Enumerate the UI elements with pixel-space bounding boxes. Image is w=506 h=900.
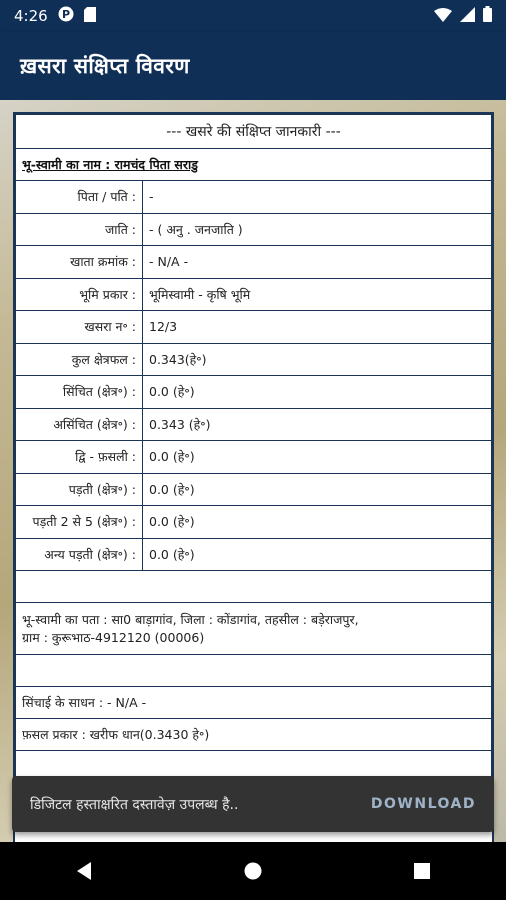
download-button[interactable]: DOWNLOAD [370, 796, 476, 812]
table-row [16, 343, 492, 376]
battery-icon [483, 6, 492, 26]
spacer-row [16, 571, 492, 603]
status-bar [0, 0, 506, 32]
row-value: भूमिस्वामी - कृषि भूमि [143, 278, 492, 311]
table-row [16, 473, 492, 506]
table-row [16, 441, 492, 474]
table-row [16, 506, 492, 539]
row-value: 0.343(हे॰) [143, 343, 492, 376]
row-label: कुल क्षेत्रफल : [16, 343, 143, 376]
row-label: सिंचित (क्षेत्र॰) : [16, 376, 143, 409]
crop-type: फ़सल प्रकार : खरीफ धान(0.3430 हे॰) [16, 719, 492, 751]
empty-cell [16, 655, 492, 687]
row-value: 0.0 (हे॰) [143, 506, 492, 539]
table-row [16, 213, 492, 246]
app-title: ख़सरा संक्षिप्त विवरण [20, 54, 190, 78]
row-label: अन्य पड़ती (क्षेत्र॰) : [16, 538, 143, 571]
row-value: 0.0 (हे॰) [143, 441, 492, 474]
status-time: 4:26 [14, 7, 48, 25]
card-header: --- खसरे की संक्षिप्त जानकारी --- [16, 115, 492, 149]
signal-icon [460, 7, 475, 26]
snackbar [12, 776, 494, 832]
svg-text:P: P [61, 8, 70, 21]
row-value: 0.0 (हे॰) [143, 473, 492, 506]
status-right [434, 6, 492, 26]
table-row [16, 538, 492, 571]
details-table [15, 114, 492, 783]
table-row [16, 278, 492, 311]
back-icon [75, 861, 93, 881]
sd-card-icon [84, 7, 96, 26]
content-area[interactable] [0, 100, 506, 842]
navigation-bar [0, 842, 506, 900]
row-label: खाता क्रमांक : [16, 246, 143, 279]
address-line: ग्राम : कुरूभाठ-4912120 (00006) [22, 629, 205, 645]
crop-row [16, 719, 492, 751]
table-row [16, 376, 492, 409]
row-label: द्वि - फ़सली : [16, 441, 143, 474]
wifi-icon [434, 7, 452, 26]
recents-icon [413, 862, 431, 880]
home-icon [243, 861, 263, 881]
row-value: - ( अनु . जनजाति ) [143, 213, 492, 246]
owner-name: भू-स्वामी का नाम : रामचंद पिता सराडु [16, 149, 492, 181]
row-label: भूमि प्रकार : [16, 278, 143, 311]
home-button[interactable] [233, 851, 273, 891]
table-row [16, 246, 492, 279]
owner-address [16, 603, 492, 655]
recents-button[interactable] [402, 851, 442, 891]
row-label: असिंचित (क्षेत्र॰) : [16, 408, 143, 441]
address-line: भू-स्वामी का पता : सा0 बाड़ागांव, जिला : कोंडागांव, तहसील : बड़ेराजपुर, [22, 611, 359, 627]
owner-row [16, 149, 492, 181]
row-value: - N/A - [143, 246, 492, 279]
row-value: 12/3 [143, 311, 492, 344]
table-row [16, 408, 492, 441]
address-row [16, 603, 492, 655]
irrigation-means: सिंचाई के साधन : - N/A - [16, 687, 492, 719]
empty-cell [16, 571, 492, 603]
row-label: जाति : [16, 213, 143, 246]
status-left [14, 6, 96, 26]
row-label: खसरा न॰ : [16, 311, 143, 344]
header-row [16, 115, 492, 149]
row-value: 0.0 (हे॰) [143, 376, 492, 409]
irrigation-row [16, 687, 492, 719]
row-value: 0.0 (हे॰) [143, 538, 492, 571]
table-row [16, 311, 492, 344]
table-row [16, 181, 492, 214]
row-label: पड़ती (क्षेत्र॰) : [16, 473, 143, 506]
row-label: पड़ती 2 से 5 (क्षेत्र॰) : [16, 506, 143, 539]
spacer-row [16, 655, 492, 687]
row-value: 0.343 (हे॰) [143, 408, 492, 441]
p-app-icon [58, 6, 74, 26]
row-label: पिता / पति : [16, 181, 143, 214]
back-button[interactable] [64, 851, 104, 891]
row-value: - [143, 181, 492, 214]
snackbar-message: डिजिटल हस्ताक्षरित दस्तावेज़ उपलब्ध है.. [30, 796, 239, 813]
khasra-details-card [13, 112, 494, 842]
app-bar [0, 32, 506, 100]
